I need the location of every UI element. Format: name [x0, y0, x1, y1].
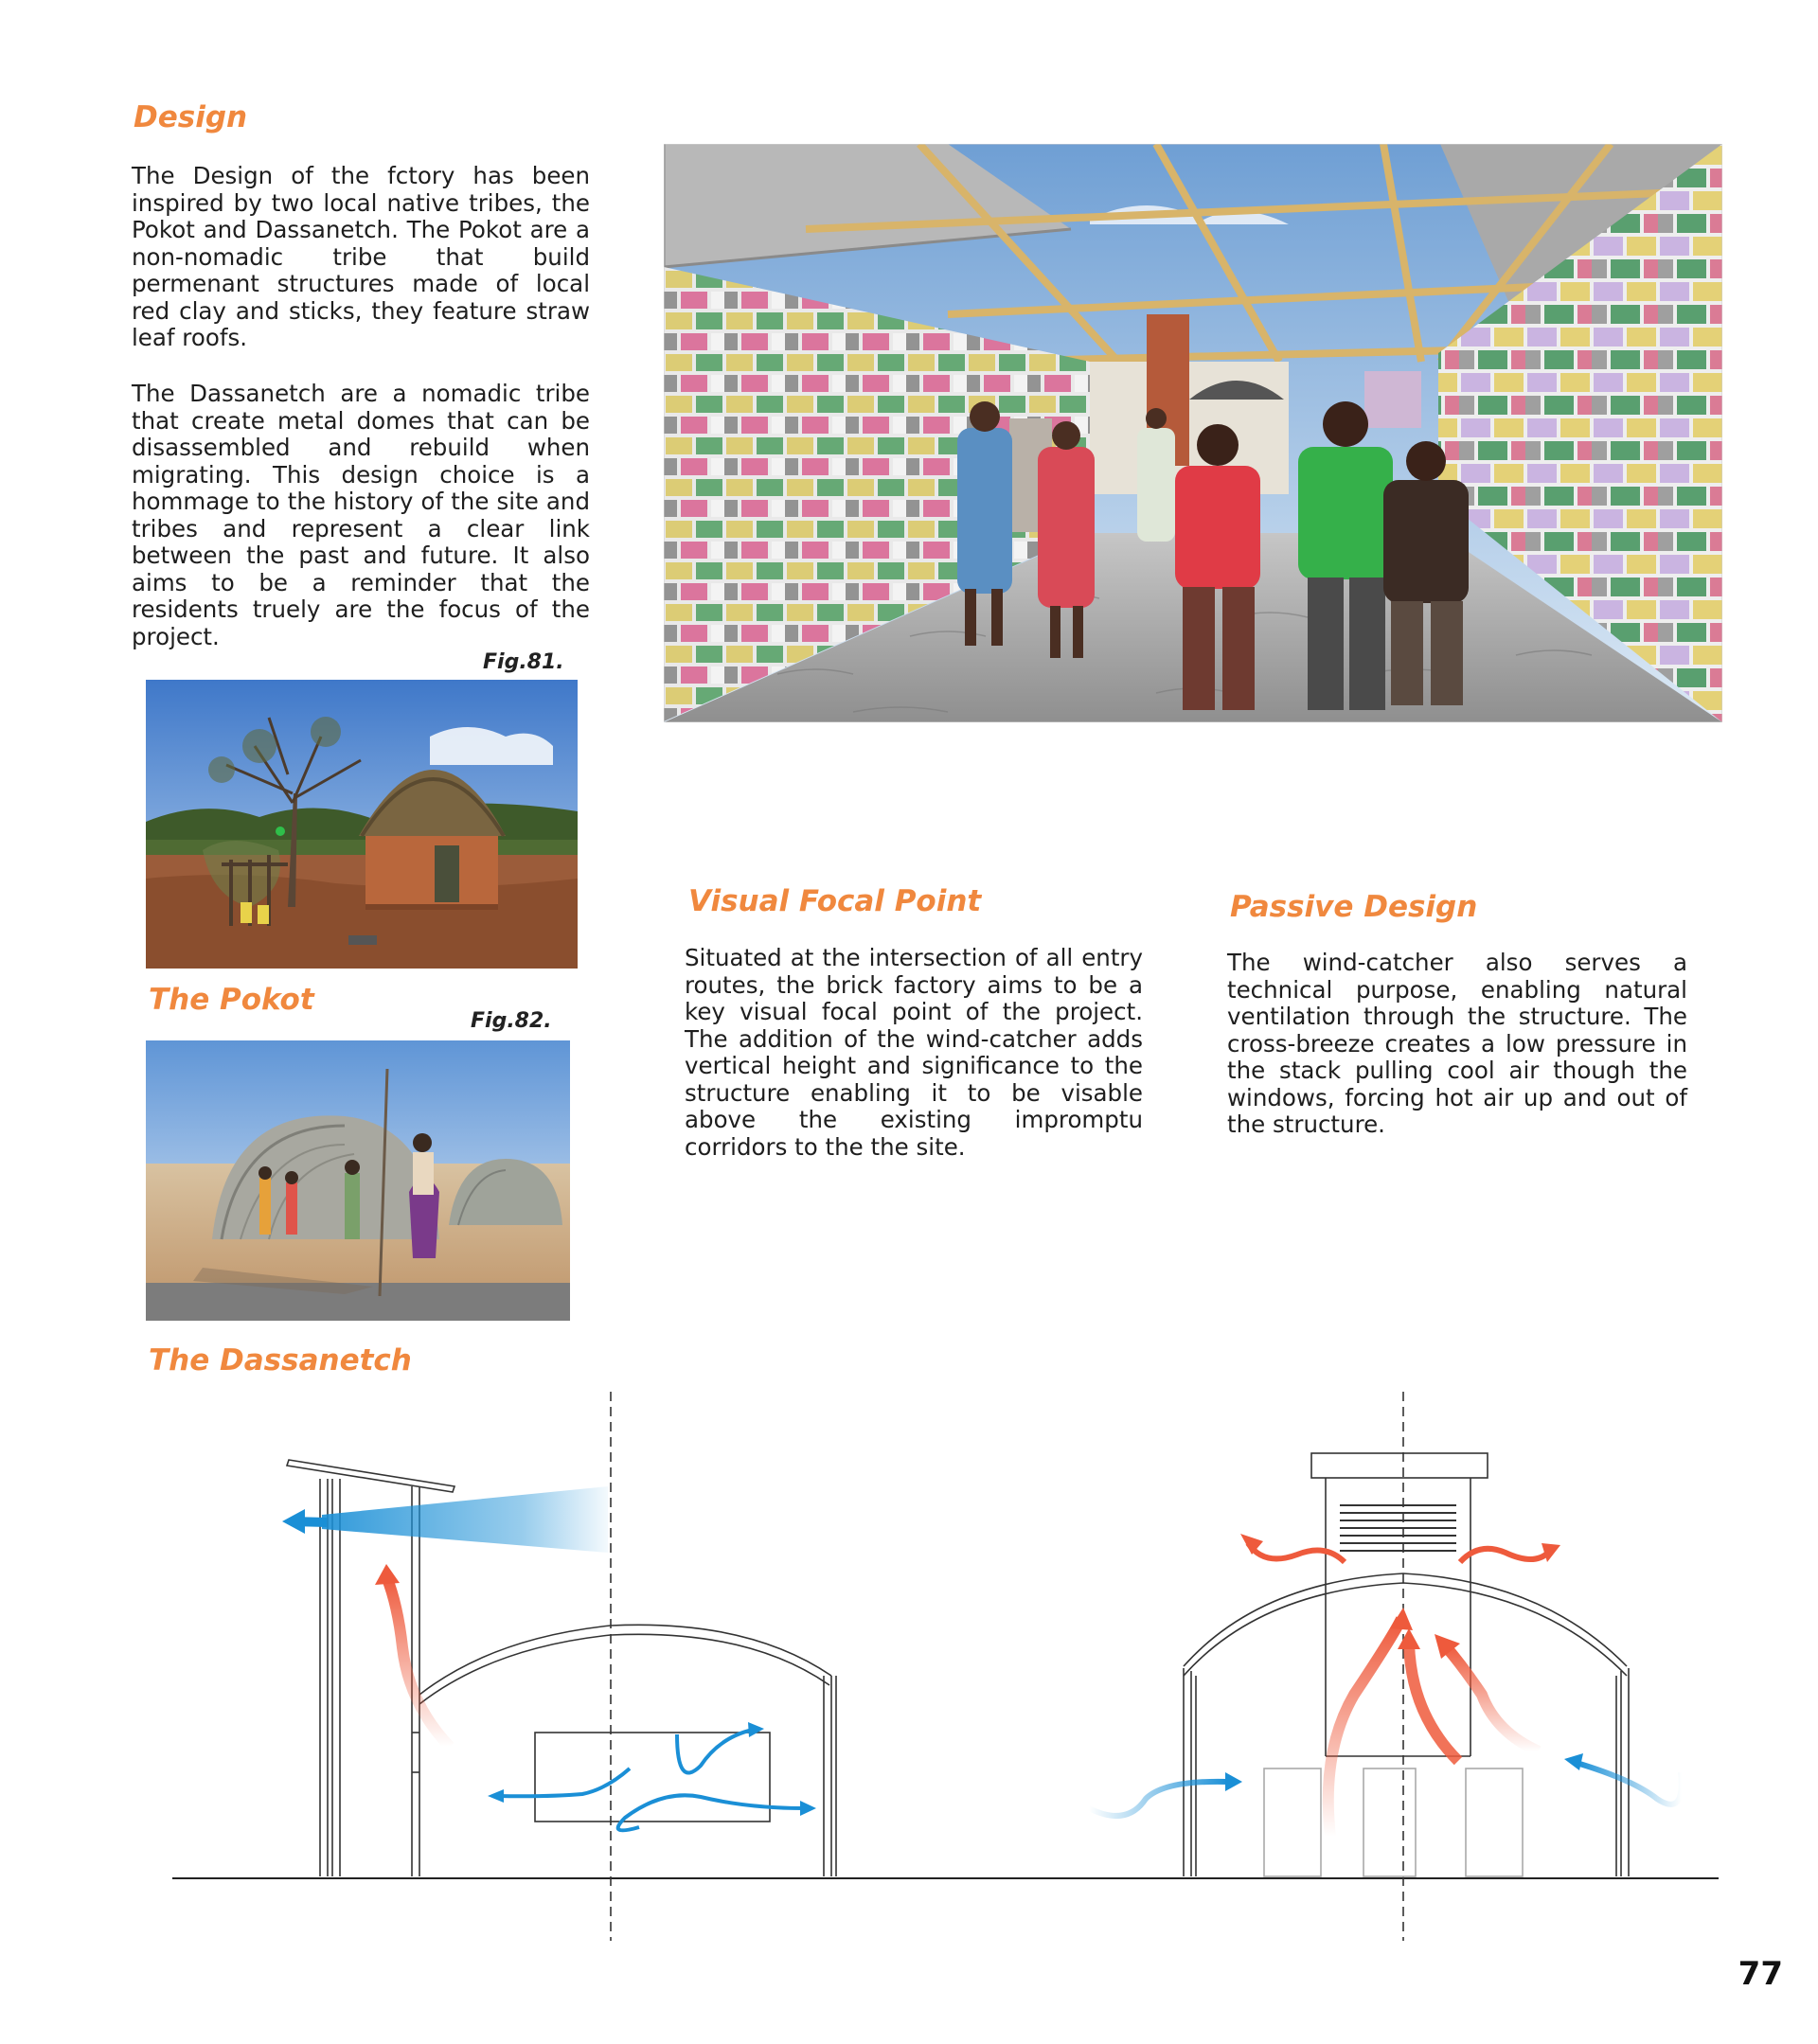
- visual-focal-point-paragraph: Situated at the intersection of all entry routes, the brick factory aims to be a key visual focal point of the project. The addition of the wind-catcher adds vertical height and significance to the structure enabling it to be visable above the existing impromptu corridors to the the site.: [685, 944, 1143, 1161]
- page-number: 77: [1738, 1955, 1783, 1993]
- dassanetch-caption: The Dassanetch: [149, 1343, 412, 1377]
- design-heading: Design: [134, 100, 248, 134]
- visual-focal-point-heading: Visual Focal Point: [688, 884, 982, 918]
- pokot-hut-photo: [146, 680, 578, 969]
- left-section: [287, 1392, 836, 1941]
- ventilation-section-diagrams: [161, 1392, 1733, 1941]
- design-paragraph-1: The Design of the fctory has been inspired by two local native tribes, the Pokot and Dassanetch. The Pokot are a non-nomadic tribe that build permenant structures made of local red clay and sticks, they feature straw leaf roofs.: [132, 162, 590, 351]
- pokot-caption: The Pokot: [149, 983, 314, 1017]
- passive-design-heading: Passive Design: [1230, 890, 1478, 924]
- design-paragraph-2: The Dassanetch are a nomadic tribe that create metal domes that can be disassembled and rebuild when migrating. This design choice is a hommage to the history of the site and tribes and represent a clear link between the past and future. It also aims to be a reminder that the residents truely are the focus of the project.: [132, 380, 590, 650]
- dassanetch-dome-photo: [146, 1040, 570, 1321]
- factory-corridor-render: [664, 144, 1722, 722]
- passive-design-paragraph: The wind-catcher also serves a technical purpose, enabling natural ventilation through the structure. The cross-breeze creates a low pressure in the stack pulling cool air though the windows, forcing hot air up and out of the structure.: [1227, 949, 1687, 1138]
- fig81-label: Fig.81.: [483, 650, 564, 674]
- fig82-label: Fig.82.: [471, 1009, 552, 1033]
